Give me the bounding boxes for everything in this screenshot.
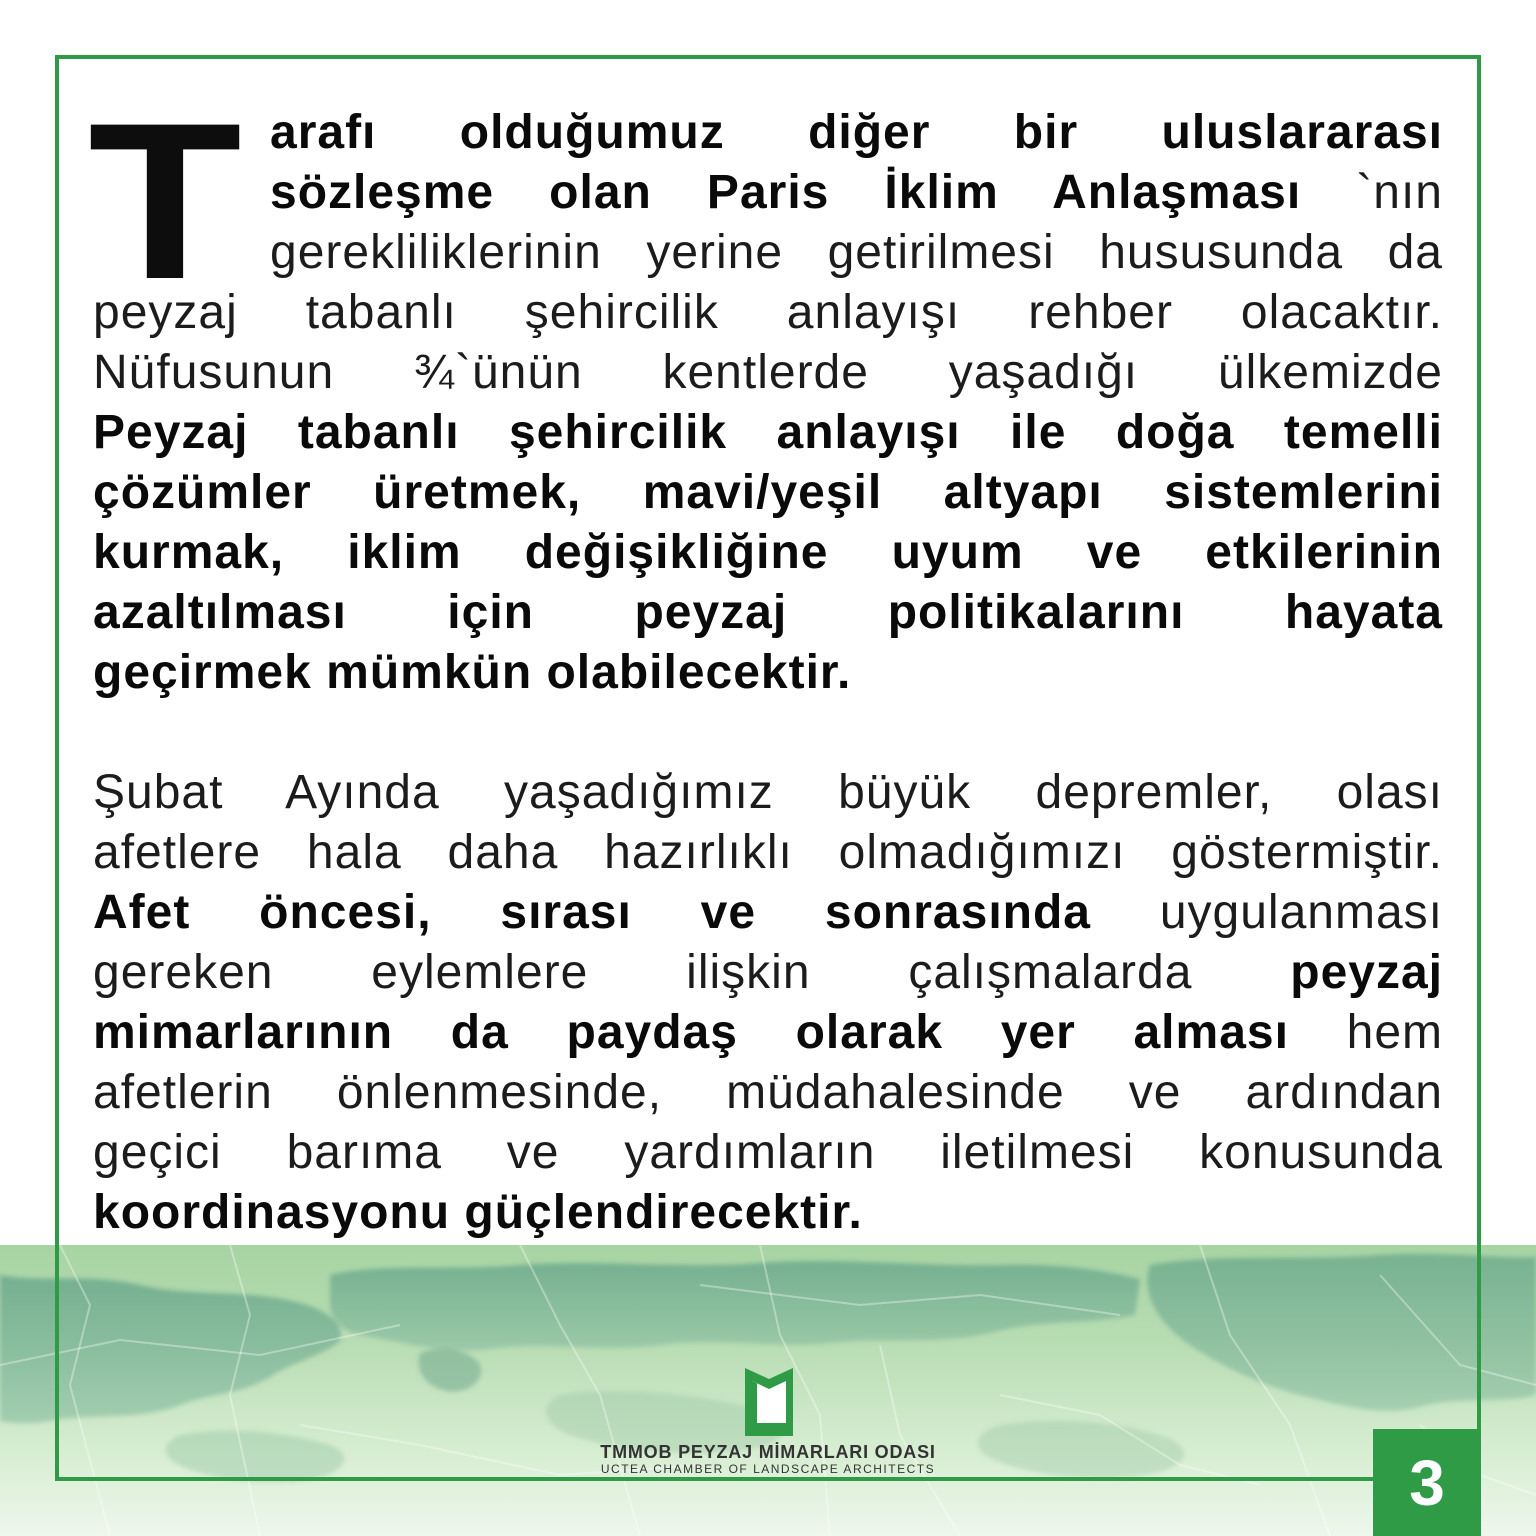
bold-text: azaltılması için peyzaj politikalarını hayata — [93, 586, 1443, 639]
regular-text: Şubat Ayında yaşadığımız büyük depremler, olası — [93, 766, 1443, 819]
regular-text: Nüfusunun ¾`ünün kentlerde yaşadığı ülkemizde — [93, 346, 1443, 399]
text-line — [93, 883, 1443, 943]
bold-text: peyzaj — [1290, 946, 1443, 999]
page-number-badge — [1373, 1429, 1481, 1536]
text-line — [93, 1183, 1443, 1243]
regular-text: gerekliliklerinin yerine getirilmesi hususunda da — [270, 226, 1443, 279]
bold-text: Peyzaj tabanlı şehircilik anlayışı ile doğa temelli — [93, 406, 1443, 459]
text-line — [93, 763, 1443, 823]
text-line — [93, 823, 1443, 883]
text-line — [93, 283, 1443, 343]
text-line — [93, 463, 1443, 523]
bold-text: Afet öncesi, sırası ve sonrasında — [93, 886, 1091, 939]
regular-text: `nın — [1356, 166, 1443, 219]
text-line — [93, 163, 1443, 223]
regular-text: geçici barıma ve yardımların iletilmesi konusunda — [93, 1126, 1443, 1179]
organization-name — [518, 1441, 1018, 1476]
text-line — [93, 643, 1443, 703]
paragraph-2 — [93, 763, 1443, 1243]
text-line — [93, 343, 1443, 403]
bold-text: koordinasyonu güçlendirecektir. — [93, 1186, 863, 1239]
bold-text: sözleşme olan Paris İklim Anlaşması — [270, 166, 1302, 219]
text-line — [93, 223, 1443, 283]
text-line — [93, 1063, 1443, 1123]
text-line — [93, 103, 1443, 163]
text-line — [93, 403, 1443, 463]
text-line — [93, 583, 1443, 643]
regular-text: uygulanması — [1159, 886, 1443, 939]
bold-text: arafı olduğumuz diğer bir uluslararası — [270, 106, 1443, 159]
page-number: 3 — [1409, 1446, 1445, 1519]
regular-text: afetlerin önlenmesinde, müdahalesinde ve ardından — [93, 1066, 1443, 1119]
organization-name-turkish: TMMOB PEYZAJ MİMARLARI ODASI — [600, 1442, 936, 1462]
drop-cap-letter: T — [88, 77, 242, 326]
text-line — [93, 523, 1443, 583]
organization-name-english: UCTEA CHAMBER OF LANDSCAPE ARCHITECTS — [600, 1462, 936, 1476]
bold-text: kurmak, iklim değişikliğine uyum ve etkilerinin — [93, 526, 1443, 579]
bold-text: mimarlarının da paydaş olarak yer alması — [93, 1006, 1289, 1059]
tmmob-landscape-architects-logo-icon — [743, 1366, 795, 1438]
text-line — [93, 943, 1443, 1003]
regular-text: afetlere hala daha hazırlıklı olmadığımızı göstermiştir. — [93, 826, 1443, 879]
regular-text: gereken eylemlere ilişkin çalışmalarda — [93, 946, 1193, 999]
bold-text: geçirmek mümkün olabilecektir. — [93, 646, 852, 699]
logo-inner-bar — [752, 1381, 757, 1423]
regular-text: peyzaj tabanlı şehircilik anlayışı rehber olacaktır. — [93, 286, 1443, 339]
paragraph-1 — [93, 103, 1443, 703]
text-line — [93, 1003, 1443, 1063]
bold-text: çözümler üretmek, mavi/yeşil altyapı sistemlerini — [93, 466, 1443, 519]
regular-text: hem — [1346, 1006, 1443, 1059]
text-line — [93, 1123, 1443, 1183]
article-body — [93, 103, 1443, 1243]
